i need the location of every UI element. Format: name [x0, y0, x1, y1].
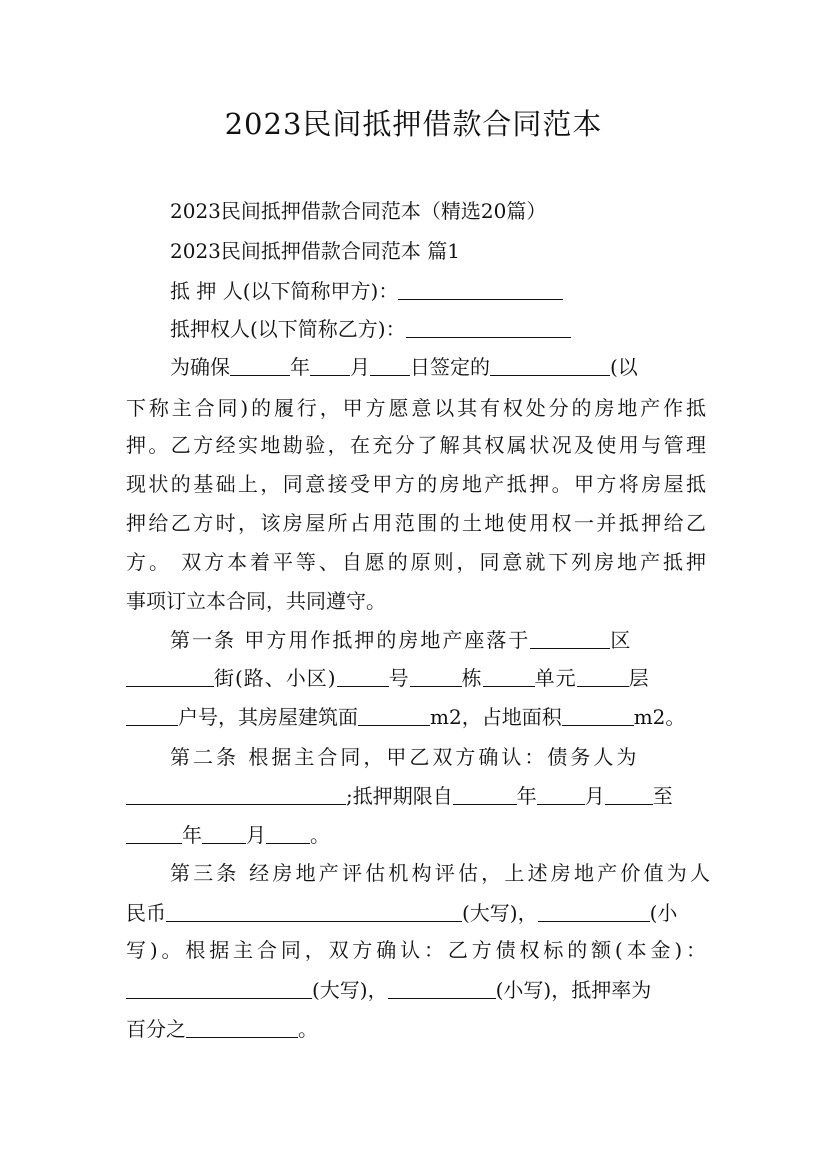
article1-text: 栋 [461, 666, 483, 690]
value-uppercase-blank[interactable] [166, 901, 462, 922]
article1-line-2 [126, 663, 706, 693]
principal-uppercase-blank[interactable] [126, 978, 312, 999]
intro-text: 年 [290, 355, 310, 379]
article2-text: 月 [584, 784, 605, 808]
article3-line-4 [126, 975, 706, 1005]
article1-text: 号 [388, 666, 410, 690]
article2-text: 年 [182, 823, 202, 847]
intro-line-3: 押。乙方经实地勘验，在充分了解其权属状况及使用与管理 [126, 433, 706, 457]
intro-text: 月 [350, 355, 370, 379]
value-lowercase-blank[interactable] [538, 901, 650, 922]
article3-line-3: 写)。根据主合同，双方确认：乙方债权标的额(本金)： [126, 938, 706, 962]
floor-blank[interactable] [577, 666, 629, 687]
party-a-label: 抵 押 人(以下简称甲方)： [170, 279, 399, 303]
contract-name-blank[interactable] [490, 355, 610, 376]
article3-line-2 [126, 898, 706, 928]
start-year-blank[interactable] [453, 784, 517, 805]
article1-text: 街(路、小区) [214, 666, 337, 690]
start-month-blank[interactable] [537, 784, 585, 805]
article3-text: 百分之 [126, 1017, 186, 1041]
article3-text: 。 [298, 1017, 318, 1041]
intro-line-6: 方。 双方本着平等、自愿的原则，同意就下列房地产抵押 [126, 550, 706, 574]
article1-text: m2。 [633, 705, 686, 729]
number-blank[interactable] [337, 666, 389, 687]
day-blank[interactable] [370, 355, 410, 376]
intro-line-2: 下称主合同)的履行，甲方愿意以其有权处分的房地产作抵 [126, 396, 706, 420]
article2-text: 年 [516, 784, 537, 808]
party-b-label: 抵押权人(以下简称乙方)： [170, 317, 406, 341]
party-a-line [170, 276, 710, 306]
article3-line-5 [126, 1014, 706, 1044]
intro-text: 为确保 [170, 355, 230, 379]
end-month-blank[interactable] [202, 823, 246, 844]
intro-text: (以 [610, 355, 638, 379]
intro-line-7: 事项订立本合同，共同遵守。 [126, 589, 386, 613]
section-heading: 2023民间抵押借款合同范本 篇1 [170, 239, 460, 263]
party-b-line [170, 314, 710, 344]
article1-text: 层 [628, 666, 650, 690]
room-blank[interactable] [126, 705, 178, 726]
party-b-blank[interactable] [406, 317, 571, 338]
article1-line-1 [170, 625, 710, 655]
end-year-blank[interactable] [126, 823, 182, 844]
article2-text: 。 [310, 823, 330, 847]
article2-text: ;抵押期限自 [346, 784, 453, 808]
article1-text: 单元 [534, 666, 577, 690]
intro-line-1 [170, 352, 710, 382]
mortgage-rate-blank[interactable] [186, 1017, 298, 1038]
article1-text: 区 [610, 628, 633, 652]
intro-text: 日签定的 [410, 355, 490, 379]
end-day-blank[interactable] [266, 823, 310, 844]
building-area-blank[interactable] [358, 705, 430, 726]
unit-blank[interactable] [483, 666, 535, 687]
article1-text: 第一条 甲方用作抵押的房地产座落于 [170, 628, 531, 652]
article3-line-1: 第三条 经房地产评估机构评估，上述房地产价值为人 [170, 861, 710, 885]
district-blank[interactable] [530, 628, 610, 649]
article3-text: (小 [649, 901, 678, 925]
article3-text: (大写)， [462, 901, 538, 925]
intro-line-5: 押给乙方时，该房屋所占用范围的土地使用权一并抵押给乙 [126, 511, 706, 535]
land-area-blank[interactable] [562, 705, 634, 726]
article3-text: (大写)， [312, 978, 388, 1002]
article3-text: (小写)，抵押率为 [495, 978, 652, 1002]
debtor-blank[interactable] [126, 784, 346, 805]
article3-text: 民币 [126, 901, 166, 925]
intro-line-4: 现状的基础上，同意接受甲方的房地产抵押。甲方将房屋抵 [126, 472, 706, 496]
article1-line-3 [126, 702, 706, 732]
article2-line-1: 第二条 根据主合同，甲乙双方确认：债务人为 [170, 745, 640, 769]
year-blank[interactable] [230, 355, 290, 376]
article2-line-3 [126, 820, 706, 850]
principal-lowercase-blank[interactable] [388, 978, 496, 999]
party-a-blank[interactable] [398, 279, 563, 300]
start-day-blank[interactable] [605, 784, 653, 805]
street-blank[interactable] [126, 666, 214, 687]
article1-text: 户号，其房屋建筑面 [178, 705, 358, 729]
document-subtitle: 2023民间抵押借款合同范本（精选20篇） [170, 199, 547, 223]
month-blank[interactable] [310, 355, 350, 376]
article1-text: m2，占地面积 [430, 705, 562, 729]
article2-text: 至 [652, 784, 673, 808]
article2-line-2 [126, 781, 706, 811]
document-title: 2023民间抵押借款合同范本 [224, 107, 603, 141]
article2-text: 月 [246, 823, 266, 847]
building-blank[interactable] [410, 666, 462, 687]
